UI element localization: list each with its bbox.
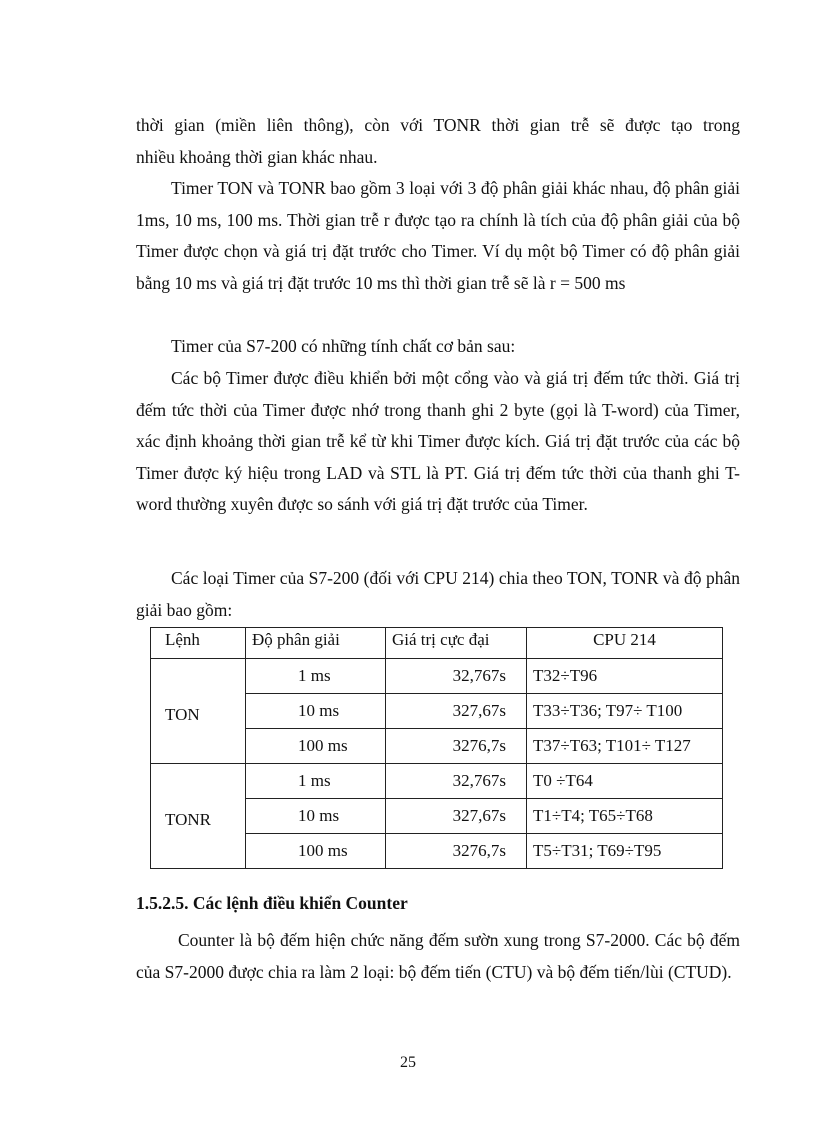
table-row	[151, 659, 723, 694]
max-value-cell: 327,67s	[386, 799, 527, 834]
table-row	[151, 764, 723, 799]
page-number: 25	[400, 1054, 416, 1071]
header-cpu: CPU 214	[527, 628, 723, 659]
max-value-cell: 32,767s	[386, 659, 527, 694]
resolution-cell: 1 ms	[246, 659, 386, 694]
paragraph-timer-properties: Timer của S7-200 có những tính chất cơ bản sau:	[171, 336, 516, 356]
section-heading: 1.5.2.5. Các lệnh điều khiển Counter	[136, 893, 408, 913]
max-value-cell: 32,767s	[386, 764, 527, 799]
header-max-value: Giá trị cực đại	[386, 628, 527, 659]
resolution-cell: 1 ms	[246, 764, 386, 799]
paragraph-timer-resolution: Timer TON và TONR bao gồm 3 loại với 3 độ phân giải khác nhau, độ phân giải 1ms, 10 ms, 100 ms. Thời gian trễ r được tạo ra chính là tích của độ phân giải của bộ Timer được chọn và giá trị đặt trước cho Timer. Ví dụ một bộ Timer có độ phân giải bằng 10 ms và giá trị đặt trước 10 ms thì thời gian trễ sẽ là r = 500 ms	[136, 178, 740, 293]
paragraph-line: nhiều khoảng thời gian khác nhau.	[136, 147, 378, 167]
timer-table	[150, 627, 723, 869]
header-command: Lệnh	[151, 628, 246, 659]
table-header-row	[151, 628, 723, 659]
max-value-cell: 3276,7s	[386, 834, 527, 869]
cpu-cell: T0 ÷T64	[527, 764, 723, 799]
paragraph-timer-control: Các bộ Timer được điều khiển bởi một cổng vào và giá trị đếm tức thời. Giá trị đếm tức thời của Timer được nhớ trong thanh ghi 2 byte (gọi là T-word) của Timer, xác định khoảng thời gian trễ kể từ khi Timer được kích. Giá trị đặt trước của các bộ Timer được ký hiệu trong LAD và STL là PT. Giá trị đếm tức thời của thanh ghi T-word thường xuyên được so sánh với giá trị đặt trước của Timer.	[136, 368, 740, 514]
resolution-cell: 100 ms	[246, 729, 386, 764]
max-value-cell: 327,67s	[386, 694, 527, 729]
cpu-cell: T5÷T31; T69÷T95	[527, 834, 723, 869]
resolution-cell: 10 ms	[246, 694, 386, 729]
command-cell: TONR	[151, 764, 246, 869]
resolution-cell: 100 ms	[246, 834, 386, 869]
cpu-cell: T1÷T4; T65÷T68	[527, 799, 723, 834]
cpu-cell: T33÷T36; T97÷ T100	[527, 694, 723, 729]
paragraph-line: thời gian (miền liên thông), còn với TONR thời gian trễ sẽ được tạo trong	[136, 115, 740, 135]
max-value-cell: 3276,7s	[386, 729, 527, 764]
paragraph-counter-intro: Counter là bộ đếm hiện chức năng đếm sườn xung trong S7-2000. Các bộ đếm của S7-2000 được chia ra làm 2 loại: bộ đếm tiến (CTU) và bộ đếm tiến/lùi (CTUD).	[136, 930, 740, 982]
resolution-cell: 10 ms	[246, 799, 386, 834]
paragraph-timer-types: Các loại Timer của S7-200 (đối với CPU 214) chia theo TON, TONR và độ phân giải bao gồm:	[136, 568, 740, 620]
cpu-cell: T37÷T63; T101÷ T127	[527, 729, 723, 764]
header-resolution: Độ phân giải	[246, 628, 386, 659]
cpu-cell: T32÷T96	[527, 659, 723, 694]
command-cell: TON	[151, 659, 246, 764]
